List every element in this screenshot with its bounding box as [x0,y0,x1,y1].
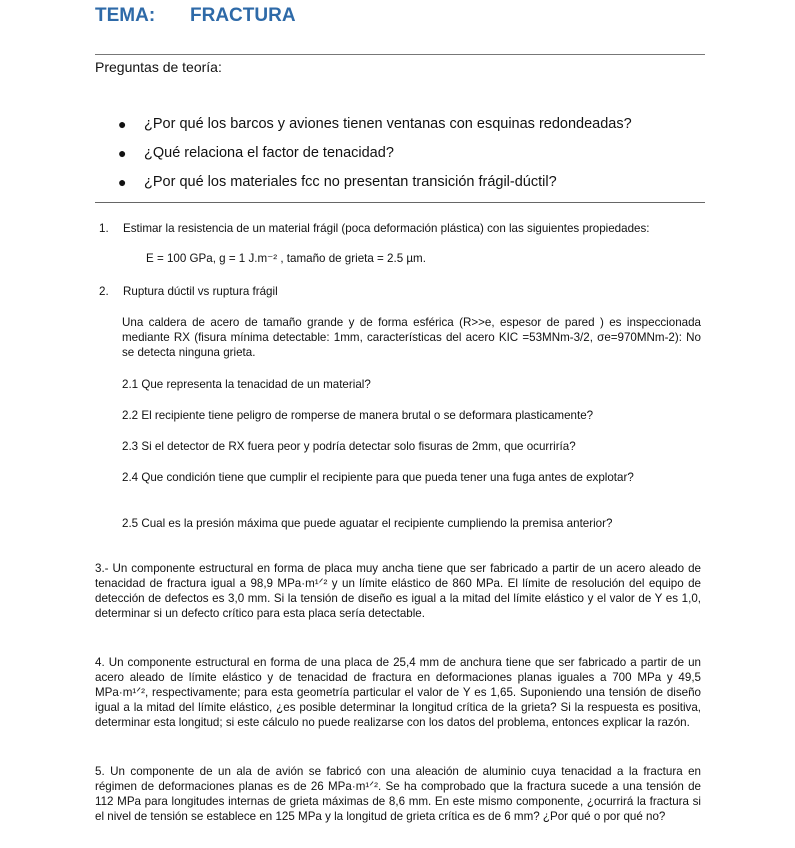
theory-question: ● ¿Por qué los materiales fcc no presentan transición frágil-dúctil? [118,174,557,190]
header-divider [95,54,705,55]
theory-question: ● ¿Por qué los barcos y aviones tienen ventanas con esquinas redondeadas? [118,116,632,132]
bullet-icon: ● [118,116,127,132]
problem-5-text: 5. Un componente de un ala de avión se fabricó con una aleación de aluminio cuya tenacidad a la fractura en régimen de deformaciones planas es de 26 MPa·m¹ᐟ². Se ha comprobado que la fractura sucede a una tensión de 112 MPa para longitudes internas de grieta máximas de 8,6 mm. En este mismo componente, ¿ocurrirá la fractura si el nivel de tensión se establece en 125 MPa y la longitud de grieta crítica es de 6 mm? ¿Por qué o por qué no? [95,765,701,823]
header-title: FRACTURA [190,5,296,26]
theory-divider [95,202,705,203]
problem-2-sub: 2.4 Que condición tiene que cumplir el recipiente para que pueda tener una fuga antes de explotar? [122,471,634,484]
problem-1-equation: E = 100 GPa, g = 1 J.m⁻² , tamaño de grieta = 2.5 µm. [146,252,426,265]
problem-1-text: Estimar la resistencia de un material frágil (poca deformación plástica) con las siguientes propiedades: [123,222,650,235]
theory-title: Preguntas de teoría: [95,59,222,75]
theory-question: ● ¿Qué relaciona el factor de tenacidad? [118,145,394,161]
header-label: TEMA: [95,5,156,26]
problem-2-title: Ruptura dúctil vs ruptura frágil [123,285,278,298]
problem-2-sub: 2.5 Cual es la presión máxima que puede aguatar el recipiente cumpliendo la premisa anterior? [122,517,613,530]
problem-2-sub: 2.2 El recipiente tiene peligro de romperse de manera brutal o se deformara plasticamente? [122,409,594,422]
problem-2-number: 2. [99,285,109,298]
problem-2-sub: 2.3 Si el detector de RX fuera peor y podría detectar solo fisuras de 2mm, que ocurriría? [122,440,576,453]
problem-1-number: 1. [99,222,109,235]
problem-3-text: 3.- Un componente estructural en forma de placa muy ancha tiene que ser fabricado a partir de un acero aleado de tenacidad de fractura igual a 98,9 MPa·m¹ᐟ² y un límite elástico de 860 MPa. El límite de resolución del equipo de detección de defectos es 3,0 mm. Si la tensión de diseño es igual a la mitad del límite elástico y el valor de Y es 1,0, determinar si un defecto crítico para esta placa sería detectable. [95,562,701,620]
problem-2-sub: 2.1 Que representa la tenacidad de un material? [122,378,371,391]
bullet-icon: ● [118,145,127,161]
problem-4-text: 4. Un componente estructural en forma de una placa de 25,4 mm de anchura tiene que ser fabricado a partir de un acero aleado de límite elástico y de tenacidad de fractura en deformaciones planas iguales a 700 MPa y 49,5 MPa·m¹ᐟ², respectivamente; para esta geometría particular el valor de Y es 1,65. Suponiendo una tensión de diseño igual a la mitad del límite elástico, ¿es posible determinar la longitud crítica de la grieta? Si la respuesta es positiva, determinar esta longitud; si este cálculo no puede realizarse con los datos del problema, entonces explicar la razón. [95,656,701,729]
document-header [95,5,296,27]
theory-question-list [118,114,632,201]
bullet-icon: ● [118,174,127,190]
problem-2-intro: Una caldera de acero de tamaño grande y de forma esférica (R>>e, espesor de pared ) es inspeccionada mediante RX (fisura mínima detectable: 1mm, características del acero KIC =53MNm-3/2, σe=970MNm-2): No se detecta ninguna grieta. [122,316,701,359]
